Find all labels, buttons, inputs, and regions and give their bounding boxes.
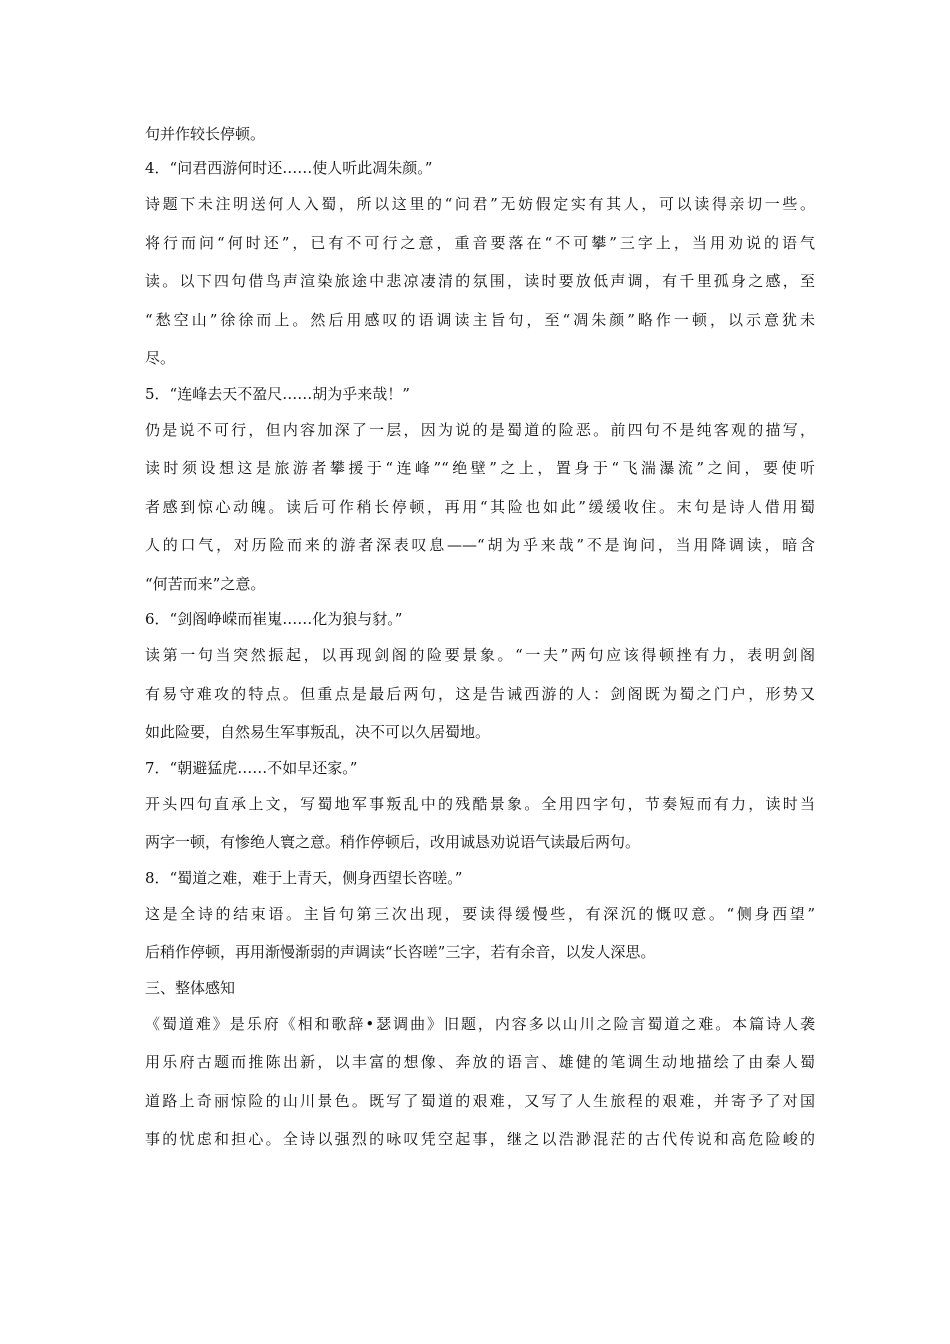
section-heading: 三、整体感知 [145,978,236,997]
paragraph-line: 人的口气，对历险而来的游者深表叹息——“胡为乎来哉”不是询问，当用降调读，暗含 [145,536,815,554]
section-heading: 8．“蜀道之难，难于上青天，侧身西望长咨嗟。” [145,868,463,887]
paragraph-line: 尽。 [145,349,176,367]
paragraph-line: 诗题下未注明送何人入蜀，所以这里的“问君”无妨假定实有其人，可以读得亲切一些。 [145,195,815,213]
paragraph-line: 用乐府古题而推陈出新，以丰富的想像、奔放的语言、雄健的笔调生动地描绘了由秦人蜀 [145,1053,815,1071]
paragraph-line: “愁空山”徐徐而上。然后用感叹的语调读主旨句，至“凋朱颜”略作一顿，以示意犹未 [145,310,815,329]
paragraph-line: 读时须设想这是旅游者攀援于“连峰”“绝壁”之上，置身于“飞湍瀑流”之间，要使听 [145,459,815,477]
paragraph-line: 两字一顿，有惨绝人寰之意。稍作停顿后，改用诚恳劝说语气读最后两句。 [145,833,641,851]
paragraph-line: 读。以下四句借鸟声渲染旅途中悲凉凄清的氛围，读时要放低声调，有千里孤身之感，至 [145,272,815,290]
paragraph-line: 将行而问“何时还”，已有不可行之意，重音要落在“不可攀”三字上，当用劝说的语气 [145,233,815,252]
paragraph-line: 有易守难攻的特点。但重点是最后两句，这是告诫西游的人：剑阁既为蜀之门户，形势又 [145,684,815,703]
section-heading: 4．“问君西游何时还……使人听此凋朱颜。” [145,159,433,177]
paragraph-line: 如此险要，自然易生军事叛乱，决不可以久居蜀地。 [145,723,491,741]
paragraph-line: 读第一句当突然振起，以再现剑阁的险要景象。“一夫”两句应该得顿挫有力，表明剑阁 [145,646,815,664]
paragraph-line: 事的忧虑和担心。全诗以强烈的咏叹凭空起事，继之以浩渺混茫的古代传说和高危险峻的 [145,1130,815,1148]
paragraph-line: 道路上奇丽惊险的山川景色。既写了蜀道的艰难，又写了人生旅程的艰难，并寄予了对国 [145,1091,815,1110]
paragraph-line: 句并作较长停顿。 [145,125,266,143]
paragraph-line: 《蜀道难》是乐府《相和歌辞•瑟调曲》旧题，内容多以山川之险言蜀道之难。本篇诗人袭 [145,1014,815,1033]
section-heading: 6．“剑阁峥嵘而崔嵬……化为狼与豺。” [145,610,403,628]
paragraph-line: 这是全诗的结束语。主旨句第三次出现，要读得缓慢些，有深沉的慨叹意。“侧身西望” [145,904,815,923]
paragraph-line: “何苦而来”之意。 [145,574,266,593]
paragraph-line: 后稍作停顿，再用渐慢渐弱的声调读“长咨嗟”三字，若有余音，以发人深思。 [145,943,656,961]
paragraph-line: 开头四句直承上文，写蜀地军事叛乱中的残酷景象。全用四字句，节奏短而有力，读时当 [145,794,815,813]
section-heading: 7．“朝避猛虎……不如早还家。” [145,758,358,777]
paragraph-line: 者感到惊心动魄。读后可作稍长停顿，再用“其险也如此”缓缓收住。末句是诗人借用蜀 [145,497,815,516]
paragraph-line: 仍是说不可行，但内容加深了一层，因为说的是蜀道的险恶。前四句不是纯客观的描写， [145,420,815,439]
section-heading: 5．“连峰去天不盈尺……胡为乎来哉！” [145,384,410,403]
document-body [145,122,815,1159]
